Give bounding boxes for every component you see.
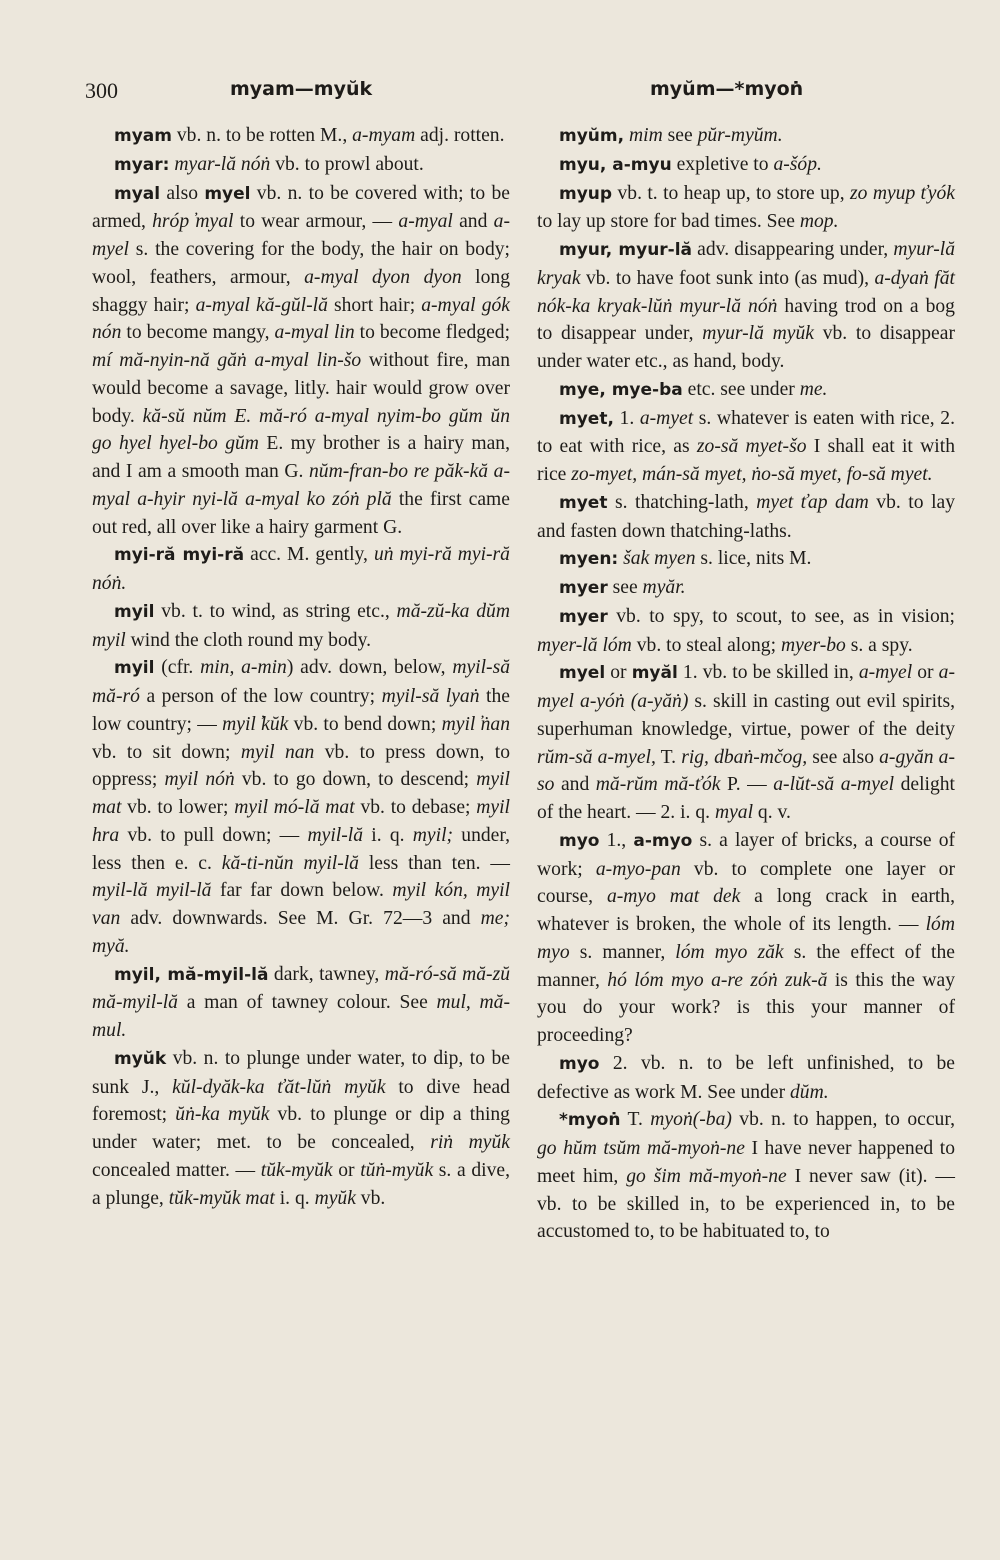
italic-term: a-myal (398, 211, 453, 233)
italic-term: a-myal lin (274, 322, 355, 344)
italic-term: hróp ̓myal (152, 211, 234, 233)
definition-text: short hair; (327, 294, 422, 316)
definition-text: delight of the heart. — 2. i. q. (537, 774, 955, 823)
definition-text: vb. to sit down; (92, 741, 241, 763)
definition-text: vb. t. to wind, as string etc., (154, 600, 397, 622)
dictionary-entry (92, 122, 510, 151)
definition-text: wind the cloth round my body. (125, 629, 371, 651)
dictionary-entry (537, 1106, 955, 1246)
italic-term: a-dyaṅ făt nók-ka kryak-lŭṅ myur-lă nóṅ (537, 267, 955, 317)
definition-text: I never saw (it). — vb. to be skilled in, to be experienced in, to be accustomed to, to be habituated to, to (537, 1165, 955, 1243)
definition-text: vb. n. to be covered with; to be armed, (92, 182, 510, 233)
italic-term: myil-lă myil-lă (92, 880, 212, 902)
italic-term: myil-lă (307, 824, 363, 846)
definition-text: long shaggy hair; (92, 266, 510, 316)
definition-text: vb. to plunge or dip a thing under water; met. to be concealed, (92, 1104, 510, 1153)
italic-term: myer-bo (780, 634, 846, 656)
headword: myil (114, 658, 155, 679)
variant-headword: a-myo (633, 830, 693, 851)
dictionary-entry (537, 603, 955, 660)
italic-term: kă-ti-nŭn myil-lă (221, 852, 359, 874)
dictionary-entry (92, 654, 510, 960)
italic-term: myil mó-lă mat (234, 797, 355, 818)
italic-term: hó lóm myo a-re zóṅ zuk-ă (607, 969, 828, 991)
definition-text: s. the effect of the manner, (537, 941, 955, 991)
italic-term: dŭm. (790, 1081, 829, 1103)
definition-text: vb. (355, 1187, 386, 1209)
italic-term: myil nan (240, 741, 315, 763)
italic-term: a-myet (639, 407, 694, 429)
definition-text: see also (807, 746, 880, 768)
definition-text: acc. M. gently, (244, 544, 374, 566)
italic-term: ŭṅ-ka myŭk (175, 1104, 270, 1126)
italic-term: a-myo mat dek (606, 886, 741, 908)
italic-term: myŭk (314, 1187, 356, 1209)
dictionary-entry (537, 827, 955, 1050)
headword: myŭk (114, 1048, 167, 1069)
definition-text: vb. to spy, to scout, to see, as in vision; (607, 605, 955, 627)
definition-text: under, less then e. c. (92, 824, 511, 874)
italic-term: myoṅ(-ba) (650, 1109, 732, 1131)
definition-text: and (554, 774, 596, 796)
italic-term: myur-lă kryak (537, 239, 956, 289)
headword: myo (559, 830, 600, 851)
italic-term: rig, dbaṅ-mčog, (681, 746, 808, 768)
italic-term: myer-lă lóm (537, 634, 632, 656)
dictionary-entry (537, 122, 955, 151)
italic-term: a-šóp. (773, 153, 822, 175)
italic-term: mul, mă-mul. (92, 992, 510, 1041)
italic-term: a-myel a-yóṅ (a-yăṅ) (537, 662, 955, 712)
page-number: 300 (85, 78, 118, 103)
definition-text: to become mangy, (121, 322, 275, 344)
italic-term: a-lŭt-să a-myel (773, 774, 895, 796)
italic-term: a-gyăn a-so (537, 746, 955, 796)
italic-term: kă-sŭ nŭm E. mă-ró a-myal nyim-bo gŭm ŭn go hyel hyel-bo gŭm (92, 405, 511, 455)
definition-text: adv. disappearing under, (692, 239, 894, 260)
definition-text: vb. to disappear under water etc., as hand, body. (537, 323, 955, 372)
italic-term: myur-lă myŭk (702, 323, 814, 345)
definition-text: vb. to go down, to descend; (234, 769, 477, 791)
italic-term: myăr. (642, 577, 686, 598)
definition-text: vb. to lower; (121, 797, 235, 818)
definition-text: s. whatever is eaten with rice, 2. to eat with rice, as (537, 407, 955, 458)
definition-text: without fire, man would become a savage, litly. hair would grow over body. (92, 350, 511, 427)
italic-term: mim (628, 125, 663, 146)
definition-text: vb. to have foot sunk into (as mud), (580, 267, 875, 289)
headword: myil (114, 601, 155, 622)
definition-text: vb. to debase; (354, 797, 477, 818)
headword: myu, a-myu (559, 154, 672, 175)
left-guide-word: myam—myŭk (230, 78, 373, 100)
definition-text: vb. to pull down; — (119, 824, 308, 846)
definition-text: 1. (613, 407, 640, 429)
italic-term: a-myo-pan (595, 858, 681, 880)
headword: myar: (114, 154, 170, 175)
definition-text: is this the way you do your work? is this your manner of proceeding? (537, 969, 955, 1046)
italic-term: myil-să lyaṅ (381, 686, 480, 707)
italic-term: myar-lă nóṅ (174, 153, 271, 175)
italic-term: lóm myo (537, 914, 955, 963)
italic-term: mă-rŭm mă-ťók (595, 774, 721, 796)
italic-term: myet ťap dam (756, 491, 869, 513)
italic-term: zo-să myet-šo (696, 436, 807, 458)
dictionary-entry (537, 659, 955, 827)
italic-term: myil mat (92, 769, 510, 818)
italic-term: myil nóṅ (164, 769, 235, 791)
dictionary-entry (537, 236, 955, 376)
definition-text: vb. n. to be rotten M., (171, 125, 353, 146)
headword: myer (559, 606, 608, 627)
definition-text: concealed matter. — (92, 1159, 261, 1181)
definition-text: I shall eat it with rice (537, 436, 955, 485)
headword: myer (559, 578, 608, 598)
definition-text: s. lice, nits M. (695, 548, 812, 570)
headword: myo (559, 1053, 600, 1074)
italic-term: šak myen (623, 548, 696, 570)
definition-text: to become fledged; (354, 322, 511, 344)
italic-term: myil; (412, 824, 454, 846)
italic-term: mop. (799, 211, 839, 233)
definition-text: far far down below. (211, 880, 393, 902)
definition-text: s. thatching-lath, (607, 491, 757, 513)
headword: myi-ră myi-ră (114, 545, 245, 566)
dictionary-entry (537, 1050, 955, 1107)
definition-text: to wear armour, — (233, 211, 399, 233)
definition-text: s. skill in casting out evil spirits, superhuman knowledge, virtue, power of the deity (537, 691, 955, 740)
headword: mye, mye-ba (559, 379, 683, 400)
italic-term: zo myup ťyók (850, 182, 955, 204)
dictionary-entry (92, 541, 510, 598)
headword: myel (559, 663, 606, 684)
definition-text: the first came out red, all over like a hairy garment G. (92, 488, 510, 538)
dictionary-entry (92, 598, 510, 655)
definition-text: see (607, 577, 643, 598)
page-header (0, 78, 1000, 110)
right-column (537, 122, 955, 1246)
definition-text: s. a layer of bricks, a course of work; (537, 829, 956, 880)
definition-text: 1., (599, 829, 634, 851)
definition-text: E. my brother is a hairy man, and I am a smooth man G. (92, 433, 510, 482)
definition-text: vb. to lay and fasten down thatching-laths. (537, 491, 956, 542)
dictionary-entry (537, 405, 955, 489)
left-column (92, 122, 510, 1212)
definition-text: T. (620, 1109, 651, 1131)
definition-text: s. the covering for the body, the hair on body; wool, feathers, armour, (92, 239, 510, 288)
definition-text: also (160, 182, 205, 204)
definition-text: a man of tawney colour. See (177, 992, 437, 1014)
headword: myet, (559, 408, 614, 429)
definition-text: s. manner, (569, 941, 676, 963)
definition-text: vb. to steal along; (631, 634, 781, 656)
definition-text: or (912, 662, 939, 684)
italic-term: a-myam (352, 125, 416, 146)
definition-text: ) adv. down, below, (286, 657, 453, 679)
headword: myil, mă-myil-lă (114, 964, 269, 985)
italic-term: kŭl-dyăk-ka ťăt-lŭṅ myŭk (172, 1076, 386, 1098)
definition-text: a person of the low country; (139, 686, 382, 707)
italic-term: myil kón, myil van (92, 880, 510, 929)
definition-text: adj. rotten. (415, 125, 505, 146)
italic-term: a-myal kă-gŭl-lă (195, 294, 328, 316)
definition-text: (cfr. (154, 657, 201, 679)
definition-text: vb. to bend down; (288, 713, 442, 735)
italic-term: go šim mă-myoṅ-ne (626, 1165, 787, 1187)
definition-text: 2. vb. n. to be left unfinished, to be defective as work M. See under (537, 1052, 955, 1103)
headword: myet (559, 492, 608, 513)
definition-text: etc. see under (682, 378, 800, 400)
dictionary-entry (537, 545, 955, 574)
italic-term: myil hra (92, 797, 510, 846)
variant-headword: myăl (631, 663, 678, 684)
definition-text: s. a dive, a plunge, (92, 1159, 510, 1209)
italic-term: myil ̓ṅan (441, 713, 511, 735)
italic-term: myil ̓kŭk (222, 713, 289, 735)
italic-term: rŭm-să a-myel, (537, 746, 656, 768)
italic-term: me. (799, 378, 828, 400)
definition-text: vb. n. to happen, to occur, (731, 1109, 955, 1131)
dictionary-entry (92, 180, 510, 542)
definition-text: or (605, 662, 632, 684)
headword: myen: (559, 549, 619, 570)
definition-text: vb. to press down, to oppress; (92, 741, 510, 791)
dictionary-entry (92, 1045, 510, 1213)
definition-text: vb. t. to heap up, to store up, (612, 182, 851, 204)
definition-text: adv. downwards. See M. Gr. 72—3 and (120, 908, 481, 929)
italic-term: a-myel (858, 662, 913, 684)
definition-text: the low country; — (92, 686, 510, 735)
dictionary-entry (92, 151, 510, 180)
italic-term: tŭk-myŭk (260, 1159, 333, 1181)
italic-term: tŭṅ-myŭk (360, 1159, 434, 1181)
dictionary-entry (537, 574, 955, 603)
definition-text: or (332, 1159, 361, 1181)
headword: myam (114, 126, 172, 146)
definition-text: I have never happened to meet him, (537, 1138, 955, 1187)
definition-text: vb. to complete one layer or course, (537, 858, 955, 908)
headword: *myoṅ (559, 1110, 621, 1131)
definition-text: s. a spy. (845, 634, 913, 656)
italic-term: min, a-min (200, 657, 287, 679)
definition-text: 1. vb. to be skilled in, (677, 662, 859, 684)
definition-text: and (452, 211, 494, 233)
headword: myŭm, (559, 126, 625, 146)
definition-text: to lay up store for bad times. See (537, 211, 800, 233)
italic-term: mí mă-nyin-nă găṅ a-myal lin-šo (92, 350, 362, 371)
dictionary-entry (537, 489, 955, 546)
italic-term: mă-zŭ-ka dŭm myil (92, 600, 510, 651)
definition-text: dark, tawney, (268, 963, 385, 985)
definition-text: expletive to (671, 153, 774, 175)
italic-term: tŭk-myŭk mat (168, 1187, 275, 1209)
dictionary-entry (92, 961, 510, 1045)
headword: myur, myur-lă (559, 240, 693, 260)
headword: myup (559, 183, 613, 204)
italic-term: mă-ró-să mă-zŭ mă-myil-lă (92, 963, 511, 1014)
definition-text: T. (655, 746, 682, 768)
definition-text: P. — (720, 774, 774, 796)
definition-text: vb. n. to plunge under water, to dip, to be sunk J., (92, 1047, 510, 1098)
dictionary-entry (537, 180, 955, 237)
italic-term: a-myal gók nón (92, 294, 510, 344)
italic-term: a-myal dyon dyon (304, 266, 462, 288)
italic-term: pŭr-myŭm. (697, 125, 783, 146)
variant-headword: myel (204, 183, 251, 204)
definition-text: vb. to prowl about. (270, 153, 424, 175)
italic-term: a-myel (92, 211, 510, 260)
italic-term: riṅ myŭk (430, 1132, 510, 1153)
italic-term: me; myă. (92, 908, 510, 957)
italic-term: myal (714, 802, 754, 823)
dictionary-entry (537, 151, 955, 180)
right-guide-word: myŭm—*myoṅ (650, 78, 804, 100)
definition-text: less than ten. — (358, 852, 510, 874)
headword: myal (114, 183, 161, 204)
italic-term: zo-myet, mán-să myet, ṅo-să myet, fo-să myet. (571, 464, 933, 485)
definition-text: to dive head foremost; (92, 1076, 510, 1126)
italic-term: go hŭm tsŭm mă-myoṅ-ne (537, 1138, 745, 1159)
definition-text: a long crack in earth, whatever is broken, the whole of its length. — (537, 886, 956, 935)
definition-text: having trod on a bog to disappear under, (537, 295, 955, 345)
italic-term: lóm myo zăk (675, 941, 784, 963)
italic-term: uṅ myi-ră myi-ră nóṅ. (92, 544, 510, 594)
definition-text: i. q. (363, 824, 413, 846)
definition-text: see (662, 125, 698, 146)
definition-text: i. q. (274, 1187, 315, 1209)
italic-term: myil-să mă-ró (92, 657, 511, 707)
dictionary-entry (537, 376, 955, 405)
definition-text: q. v. (753, 802, 791, 823)
italic-term: nŭm-fran-bo re păk-kă a-myal a-hyir nyi-lă a-myal ko zóṅ plă (92, 461, 510, 510)
